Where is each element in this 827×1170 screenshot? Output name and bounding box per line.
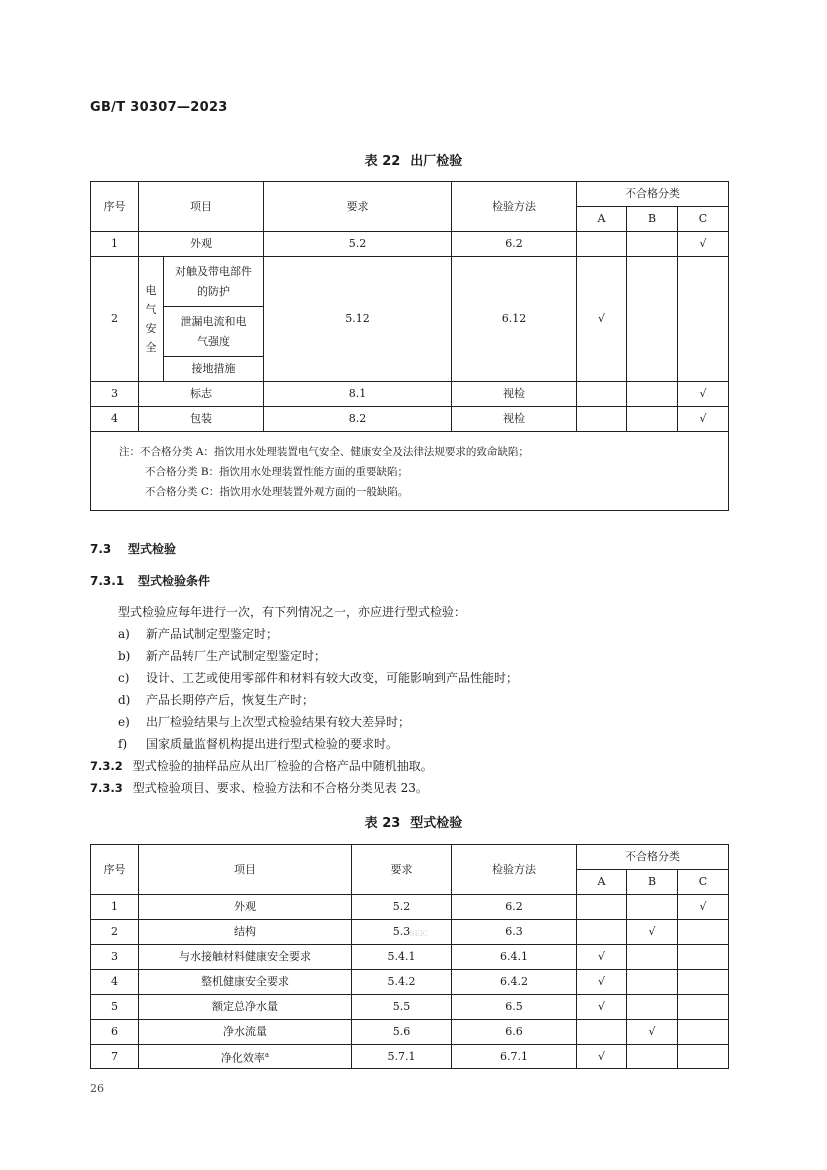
table23-head-req: 要求: [352, 845, 452, 895]
table23-head-class: 不合格分类: [577, 845, 729, 870]
row-class-c: [678, 995, 729, 1020]
row-method: 6.4.1: [452, 945, 577, 970]
row-req: 5.5: [352, 995, 452, 1020]
table-row: [91, 970, 729, 995]
table22-head-b: B: [627, 207, 678, 232]
table-row: [91, 995, 729, 1020]
row-req: 5.12: [264, 257, 452, 382]
row-class-a: [577, 382, 627, 407]
list-item: [118, 647, 326, 664]
row-class-b: [627, 382, 678, 407]
table22-header-row: [91, 182, 729, 207]
table22-caption-number: 表 22: [364, 154, 401, 169]
row-method: 视检: [452, 382, 577, 407]
list-label: e): [118, 715, 130, 729]
row-seq: 3: [91, 945, 139, 970]
row-class-a: [577, 895, 627, 920]
table22-notes: [91, 432, 729, 511]
row-req-cell: [352, 920, 452, 945]
row-req: 5.4.1: [352, 945, 452, 970]
row-seq: 1: [91, 895, 139, 920]
row-seq: 7: [91, 1045, 139, 1069]
row-class-b: [627, 995, 678, 1020]
table-row: [91, 920, 729, 945]
row-class-b: [627, 945, 678, 970]
row-seq: 4: [91, 970, 139, 995]
clause: [90, 779, 428, 796]
row-class-a: [577, 1020, 627, 1045]
note-line: 不合格分类 B：指饮用水处理装置性能方面的重要缺陷；: [145, 466, 409, 478]
list-item: [118, 669, 518, 686]
row-class-a: √: [577, 970, 627, 995]
subsection-title: 型式检验条件: [138, 574, 211, 588]
row-seq: 3: [91, 382, 139, 407]
row-class-c: √: [678, 895, 729, 920]
intro-paragraph: 型式检验应每年进行一次，有下列情况之一，亦应进行型式检验：: [118, 605, 467, 619]
row-class-a: [577, 232, 627, 257]
list-label: f): [118, 737, 128, 751]
row-class-b: [627, 407, 678, 432]
list-text: 新产品试制定型鉴定时；: [146, 627, 279, 641]
table23: [90, 844, 729, 1069]
row-subitem: 接地措施: [164, 357, 264, 382]
row-class-b: [627, 895, 678, 920]
clause-number: 7.3.2: [90, 759, 123, 773]
row-item: 外观: [139, 232, 264, 257]
table-row: [91, 407, 729, 432]
list-label: a): [118, 627, 130, 641]
row-item-cell: [139, 1045, 352, 1069]
table-row: [91, 945, 729, 970]
row-class-a: √: [577, 1045, 627, 1069]
row-item: 结构: [139, 920, 352, 945]
row-class-a: √: [577, 945, 627, 970]
table-row: [91, 1020, 729, 1045]
table-row: [91, 382, 729, 407]
table22-head-seq: 序号: [91, 182, 139, 232]
row-req: 5.7.1: [352, 1045, 452, 1069]
list-text: 出厂检验结果与上次型式检验结果有较大差异时；: [146, 715, 411, 729]
row-method: 6.2: [452, 232, 577, 257]
subsection-number: 7.3.1: [90, 574, 125, 588]
row-method: 6.2: [452, 895, 577, 920]
row-item: 整机健康安全要求: [139, 970, 352, 995]
list-text: 设计、工艺或使用零部件和材料有较大改变，可能影响到产品性能时；: [146, 671, 519, 685]
table22-caption: [0, 150, 827, 169]
row-method: 视检: [452, 407, 577, 432]
table22-head-req: 要求: [264, 182, 452, 232]
row-req: 8.2: [264, 407, 452, 432]
table23-head-b: B: [627, 870, 678, 895]
note-line: 不合格分类 C：指饮用水处理装置外观方面的一般缺陷。: [145, 486, 409, 498]
row-class-c: [678, 920, 729, 945]
table23-head-method: 检验方法: [452, 845, 577, 895]
table22-head-method: 检验方法: [452, 182, 577, 232]
row-seq: 5: [91, 995, 139, 1020]
table23-caption-title: 型式检验: [410, 816, 463, 831]
table23-caption: [0, 812, 827, 831]
list-label: c): [118, 671, 130, 685]
table22-head-a: A: [577, 207, 627, 232]
row-class-a: [577, 407, 627, 432]
row-class-b: [627, 1045, 678, 1069]
row-item: 与水接触材料健康安全要求: [139, 945, 352, 970]
row-group-cell: [139, 257, 164, 382]
row-class-b: [627, 257, 678, 382]
row-req: 5.6: [352, 1020, 452, 1045]
watermark-logo: SEIC: [410, 930, 429, 938]
table22-head-item: 项目: [139, 182, 264, 232]
row-req: 5.2: [352, 895, 452, 920]
row-item: 净化效率: [220, 1051, 265, 1065]
list-label: b): [118, 649, 131, 663]
clause-number: 7.3.3: [90, 781, 123, 795]
table22-head-class: 不合格分类: [577, 182, 729, 207]
clause: [90, 757, 433, 774]
row-method: 6.4.2: [452, 970, 577, 995]
row-item: 标志: [139, 382, 264, 407]
row-req: 8.1: [264, 382, 452, 407]
row-class-a: [577, 920, 627, 945]
list-label: d): [118, 693, 131, 707]
row-class-b: √: [627, 1020, 678, 1045]
row-group-label: 电气安全: [145, 284, 157, 354]
row-seq: 4: [91, 407, 139, 432]
row-seq: 1: [91, 232, 139, 257]
row-method: 6.3: [452, 920, 577, 945]
row-class-c: [678, 1045, 729, 1069]
table22: [90, 181, 729, 511]
note-line: 注：不合格分类 A：指饮用水处理装置电气安全、健康安全及法律法规要求的致命缺陷；: [119, 446, 529, 458]
clause-text: 型式检验项目、要求、检验方法和不合格分类见表 23。: [132, 781, 428, 795]
row-subitem: 对触及带电部件的防护: [164, 257, 264, 307]
table23-head-c: C: [678, 870, 729, 895]
row-class-b: [627, 232, 678, 257]
list-item: [118, 713, 410, 730]
row-class-b: √: [627, 920, 678, 945]
row-seq: 2: [91, 257, 139, 382]
row-req: 5.2: [264, 232, 452, 257]
page-number: 26: [90, 1082, 104, 1095]
list-item: [118, 625, 278, 642]
row-method: 6.6: [452, 1020, 577, 1045]
row-item: 外观: [139, 895, 352, 920]
row-class-a: √: [577, 995, 627, 1020]
row-class-c: [678, 945, 729, 970]
table-row: [91, 232, 729, 257]
row-subitem: 泄漏电流和电气强度: [164, 307, 264, 357]
table-row: [91, 1045, 729, 1069]
row-class-c: √: [678, 232, 729, 257]
list-text: 国家质量监督机构提出进行型式检验的要求时。: [146, 737, 399, 751]
row-req: 5.3: [392, 925, 411, 938]
row-class-a: √: [577, 257, 627, 382]
footnote-marker: a: [264, 1050, 270, 1059]
list-item: [118, 691, 314, 708]
table23-head-seq: 序号: [91, 845, 139, 895]
list-text: 新产品转厂生产试制定型鉴定时；: [146, 649, 327, 663]
table22-head-c: C: [678, 207, 729, 232]
row-method: 6.7.1: [452, 1045, 577, 1069]
section-number: 7.3: [90, 542, 112, 556]
row-req: 5.4.2: [352, 970, 452, 995]
table23-head-a: A: [577, 870, 627, 895]
section-heading: [90, 540, 176, 557]
row-class-c: √: [678, 407, 729, 432]
table-row: [91, 257, 729, 307]
row-class-c: √: [678, 382, 729, 407]
table22-caption-title: 出厂检验: [410, 154, 463, 169]
table23-header-row: [91, 845, 729, 870]
table23-caption-number: 表 23: [364, 816, 401, 831]
table-row: [91, 895, 729, 920]
row-seq: 6: [91, 1020, 139, 1045]
row-class-c: [678, 257, 729, 382]
table23-head-item: 项目: [139, 845, 352, 895]
row-seq: 2: [91, 920, 139, 945]
row-class-c: [678, 970, 729, 995]
section-title: 型式检验: [128, 542, 177, 556]
row-item: 额定总净水量: [139, 995, 352, 1020]
row-method: 6.12: [452, 257, 577, 382]
row-item: 包装: [139, 407, 264, 432]
row-method: 6.5: [452, 995, 577, 1020]
table22-notes-row: [91, 432, 729, 511]
list-text: 产品长期停产后，恢复生产时；: [146, 693, 315, 707]
clause-text: 型式检验的抽样品应从出厂检验的合格产品中随机抽取。: [132, 759, 433, 773]
standard-number: GB/T 30307—2023: [90, 100, 228, 115]
row-class-c: [678, 1020, 729, 1045]
list-item: [118, 735, 398, 752]
subsection-heading: [90, 572, 210, 589]
row-item: 净水流量: [139, 1020, 352, 1045]
row-class-b: [627, 970, 678, 995]
